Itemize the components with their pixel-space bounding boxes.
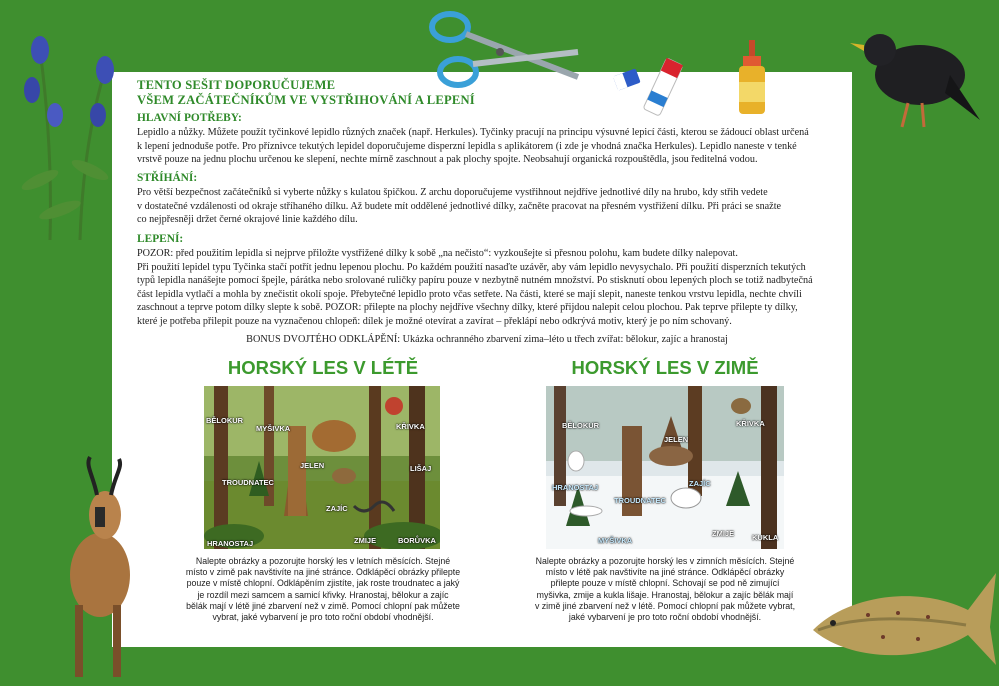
label-belokur: BĚLOKUR <box>206 416 244 425</box>
chamois-icon <box>45 455 155 680</box>
section-title-cutting: STŘÍHÁNÍ: <box>137 172 198 184</box>
summer-caption <box>178 556 468 623</box>
caption-line: Nalepte obrázky a pozorujte horský les v zimních měsících. Stejné <box>535 556 795 566</box>
caption-line: je rozdíl mezi samcem a samicí křivky. Hranostaj, bělokur a zajíc <box>197 589 449 600</box>
caption-line: přilepte pouze v místě chlopní. Schovají se pod ně zimující <box>550 578 780 589</box>
heading-line-1: TENTO SEŠIT DOPORUČUJEME <box>137 78 336 92</box>
label-belokur: BĚLOKUR <box>562 421 600 430</box>
text-line: co nejpřesněji držet černé okrajové linie každého dílu. <box>137 214 358 226</box>
caption-line: bělák mají v létě jiné zbarvení než v zimě. Pomocí chlopní pak můžete <box>186 600 460 611</box>
caption-line: jaké vybarvení je pro toto roční období vhodnější. <box>568 612 762 623</box>
text-line: část lepidla vytlačí a mohla by znečistit okolí spoje. Přebytečné lepidlo proto včas setřete. Na části, které se mají slepit, naneste tenkou vrstvu lepidla, nechte chvíli <box>137 288 802 300</box>
caption-line: pouze v místě chlopní. Odklápěním zjistíte, jak roste troudnatec a jaký <box>186 578 460 589</box>
label-mysivka: MYŠIVKA <box>598 536 633 545</box>
text-line: typů lepidla nanášejte pomocí špejle, párátka nebo srolované ruličky papíru pouze v nezbytně nutném množství. Po stisknutí obou lepených ploch se totiž nadbytečná <box>137 275 813 287</box>
caption-line: myšivka, zmije a kukla lišaje. Hranostaj, bělokur a zajíc bělák mají <box>536 589 794 600</box>
section-text-cutting <box>137 186 837 227</box>
text-line: POZOR: před použitím lepidla si nejprve přiložte vystřižené dílky k sobě „na nečisto“: vyzkoušejte si přesnou polohu, kam budete dílky nalepovat. <box>137 248 738 259</box>
section-text-gluing <box>137 247 837 329</box>
label-zajic: ZAJÍC <box>689 479 711 488</box>
label-zmije: ZMIJE <box>354 536 377 545</box>
label-hranostaj: HRANOSTAJ <box>552 483 599 492</box>
text-line: v dostatečné vzdálenosti od okraje stříhaného dílku. Až budete mít oddělené jednotlivé dílky, začněte pracovat na přesném vystřižení dílku. Při práci se snažte <box>137 200 782 212</box>
label-mysivka: MYŠIVKA <box>256 424 291 433</box>
heading-line-2: VŠEM ZAČÁTEČNÍKŮM VE VYSTŘIHOVÁNÍ A LEPENÍ <box>137 93 475 107</box>
label-zajic: ZAJÍC <box>326 504 348 513</box>
text-line: k lepení jednoduše potře. Pro příznivce tekutých lepidel doporučujeme disperzní lepidla s aplikátorem (i zde je vhodná značka Herkules). Lepidlo naneste v tenké <box>137 140 797 152</box>
starling-bird-icon <box>850 15 980 135</box>
label-jelen: JELEN <box>664 435 689 444</box>
section-title-main-needs: HLAVNÍ POTŘEBY: <box>137 112 242 124</box>
label-krivka: KŘIVKA <box>396 422 425 431</box>
label-zmije: ZMIJE <box>712 529 735 538</box>
caption-line: v zimě jiné zbarvení než v létě. Pomocí chlopní pak můžete vybrat, <box>534 600 796 611</box>
text-line: Pro větší bezpečnost začátečníků si vyberte nůžky s kulatou špičkou. Z archu doporučujeme vystřihnout nejdříve jednotlivé díly na hrubo, kdy střih vedete <box>137 187 768 198</box>
label-troudnatec: TROUDNATEC <box>614 496 666 505</box>
bonus-note: BONUS DVOJTÉHO ODKLÁPĚNÍ: Ukázka ochranného zbarvení zima–léto u třech zvířat: bělokur, zajíc a hranostaj <box>246 334 728 345</box>
glue-bottle-icon <box>733 38 771 118</box>
scissors-icon <box>428 2 583 112</box>
winter-scene-title: HORSKÝ LES V ZIMĚ <box>571 357 759 378</box>
text-line: zaschnout a teprve potom dílky slepte k sobě. POZOR: přilepte na plochy nejdříve všechny dílky, které přijdou nalepit celou plochou. Pak teprve přilepte ty dílky, <box>137 302 798 314</box>
booklet-heading <box>137 78 475 108</box>
text-line: které je potřeba přilepit pouze na vyznačenou chlopeň: dílek je možné otevírat a zavírat – překlápí nebo odkrývá motiv, který je po ním schovaný. <box>137 315 732 327</box>
caption-line: Nalepte obrázky a pozorujte horský les v letních měsících. Stejné <box>195 556 451 566</box>
summer-forest-illustration <box>204 386 440 549</box>
label-lisaj: LIŠAJ <box>410 464 432 473</box>
label-boruvka: BORŮVKA <box>398 536 436 545</box>
glue-stick-icon <box>640 55 690 120</box>
section-title-gluing: LEPENÍ: <box>137 233 184 245</box>
caption-line: místo v zimě pak navštivíte na jiné stránce. Odklápěcí obrázky přilepte <box>185 567 461 578</box>
eraser-icon <box>612 66 642 94</box>
gentian-flower-icon <box>10 20 120 240</box>
text-line: Při použití lepidel typu Tyčinka stačí potřít jednu lepenou plochu. Po každém použití nasaďte uzávěr, aby vám lepidlo nevysychalo. Při použití disperzních tekutých <box>137 261 806 273</box>
text-line: Lepidlo a nůžky. Můžete použít tyčinkové lepidlo různých značek (např. Herkules). Tyčinky pracují na principu výsuvné lepicí části, kterou se žádoucí oblast určená <box>137 127 809 138</box>
label-troudnatec: TROUDNATEC <box>222 478 274 487</box>
text-line: vrstvě pouze na jednu plochu určenou ke slepení, nechte mírně zaschnout a pak plochy spojte. Neobsahují organická rozpouštědla, jsou ředitelná vodou. <box>137 154 758 166</box>
caption-line: vybrat, jaké vybarvení je pro toto roční období vhodnější. <box>212 612 434 623</box>
label-jelen: JELEN <box>300 461 325 470</box>
section-text-main-needs <box>137 126 837 167</box>
label-krivka: KŘIVKA <box>736 419 765 428</box>
winter-caption <box>520 556 810 623</box>
caption-line: místo v létě pak navštivíte na jiné stránce. Odklápěcí obrázky <box>545 567 785 578</box>
label-hranostaj: HRANOSTAJ <box>207 539 254 548</box>
trout-icon <box>808 555 998 680</box>
winter-forest-illustration <box>546 386 784 549</box>
summer-scene-title: HORSKÝ LES V LÉTĚ <box>227 357 419 378</box>
label-kukla: KUKLA <box>752 533 779 542</box>
